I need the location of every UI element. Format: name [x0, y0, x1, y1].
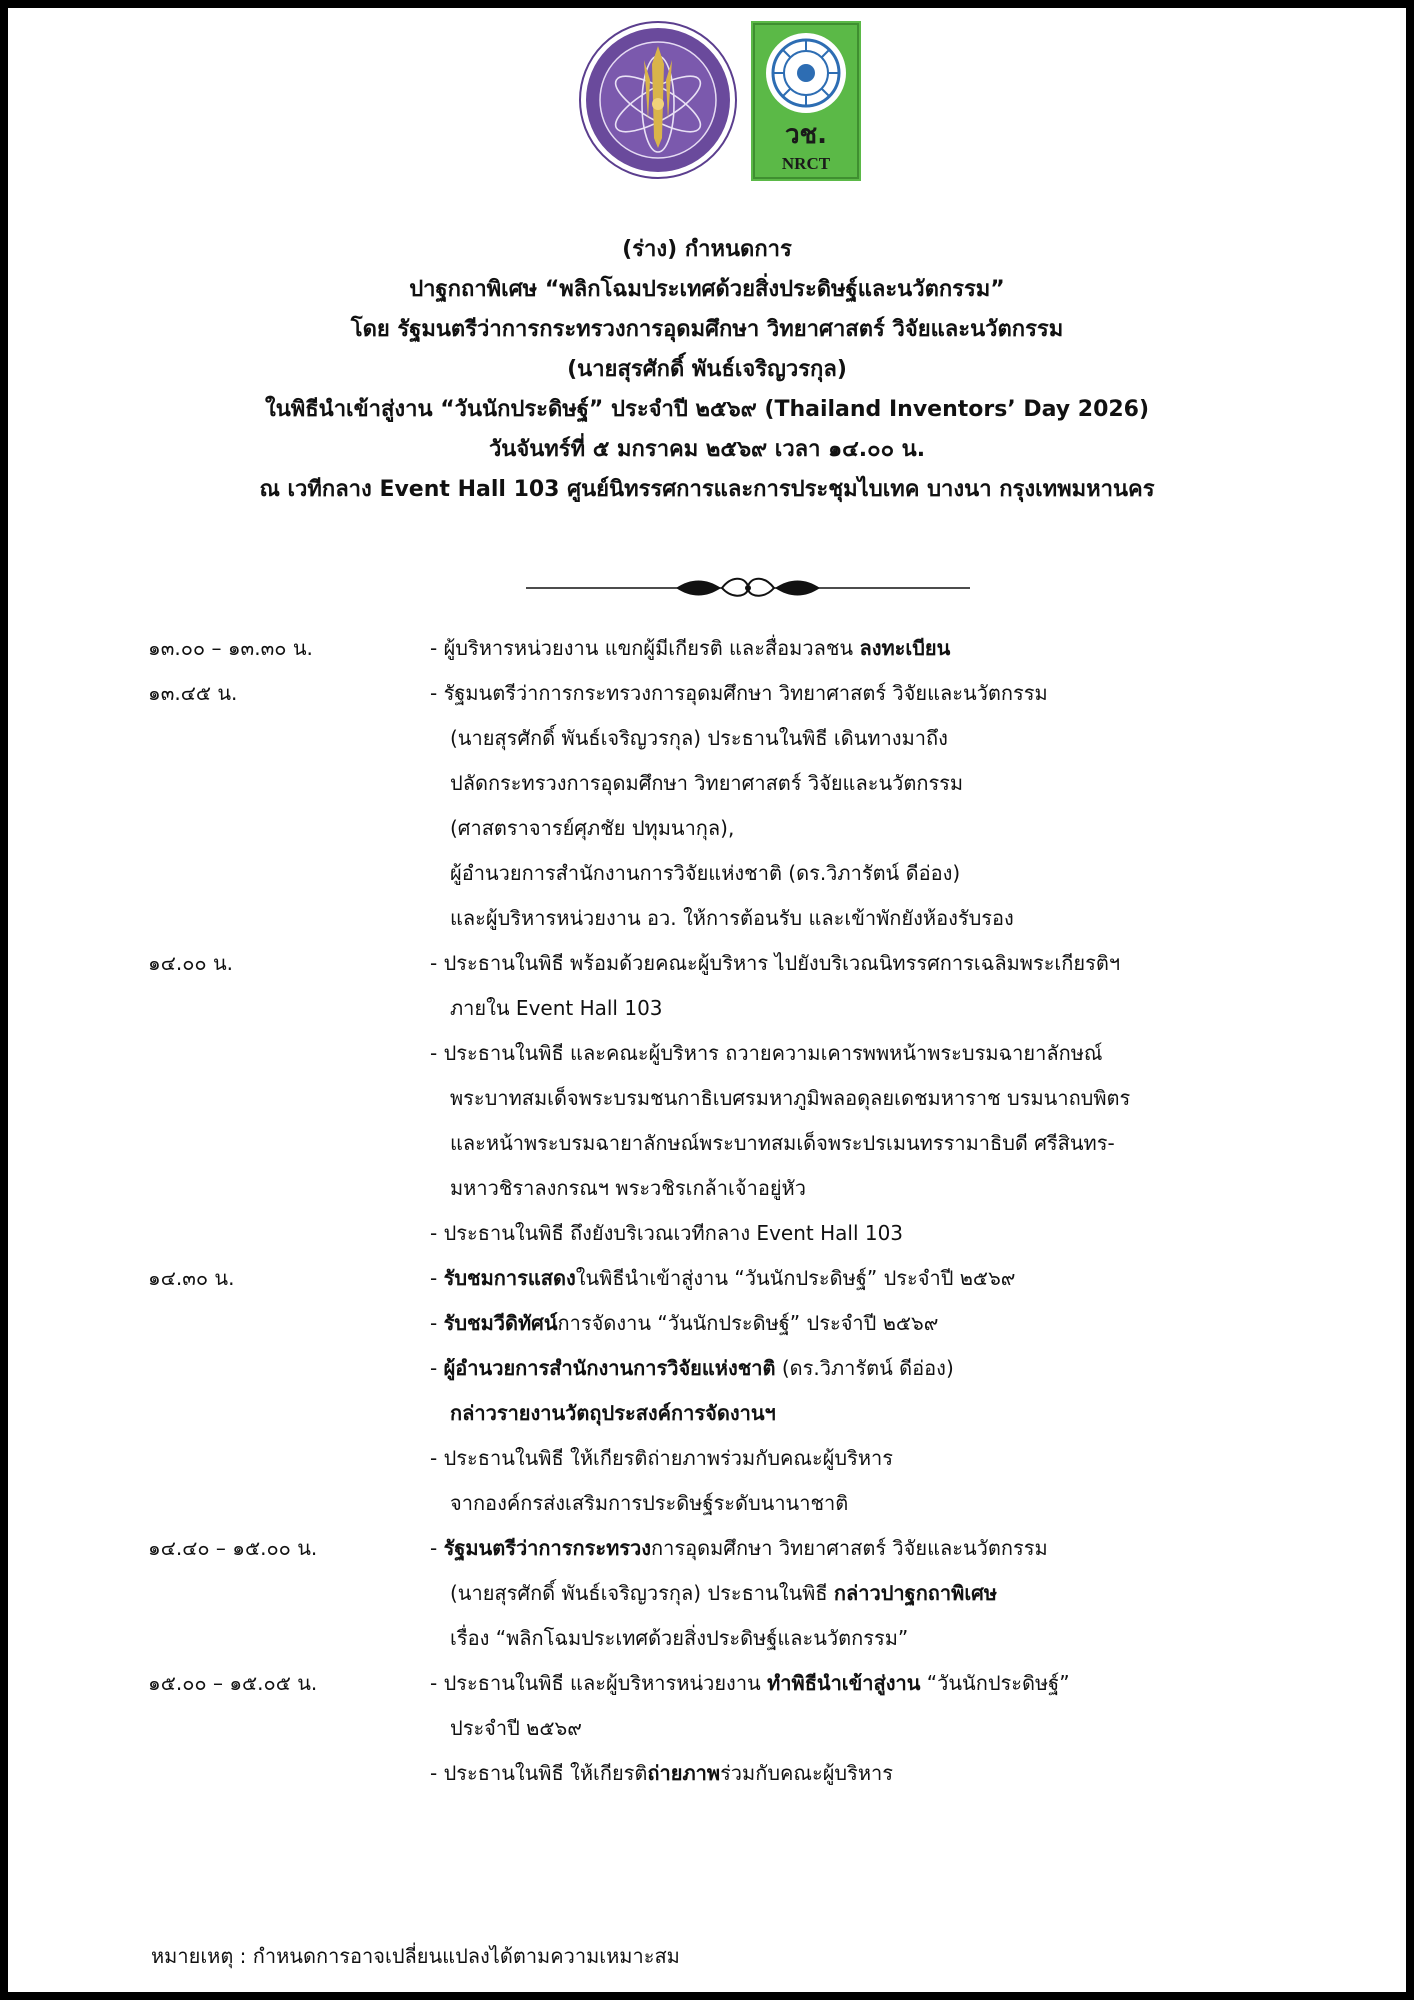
schedule-row	[8, 671, 1406, 941]
schedule-text: - ผู้บริหารหน่วยงาน แขกผู้มีเกียรติ และสื่อมวลชน	[430, 636, 860, 660]
schedule-item	[430, 671, 1406, 941]
schedule-text: - ประธานในพิธี และผู้บริหารหน่วยงาน	[430, 1671, 768, 1695]
nrct-logo	[751, 21, 861, 181]
schedule-text: - รัฐมนตรีว่าการกระทรวงการอุดมศึกษา วิทยาศาสตร์ วิจัยและนวัตกรรม	[430, 681, 1048, 705]
header-speaker: โดย รัฐมนตรีว่าการกระทรวงการอุดมศึกษา วิทยาศาสตร์ วิจัยและนวัตกรรม	[350, 317, 1064, 342]
schedule-text-bold: ผู้อำนวยการสำนักงานการวิจัยแห่งชาติ	[443, 1356, 776, 1380]
schedule-text: (นายสุรศักดิ์ พันธ์เจริญวรกุล) ประธานในพิธี เดินทางมาถึง	[450, 726, 948, 750]
schedule-text-bold: กล่าวรายงานวัตถุประสงค์การจัดงานฯ	[450, 1401, 776, 1425]
schedule-text: มหาวชิราลงกรณฯ พระวชิรเกล้าเจ้าอยู่หัว	[450, 1176, 806, 1200]
schedule-time: ๑๓.๐๐ – ๑๓.๓๐ น.	[148, 636, 313, 660]
schedule-text: - ประธานในพิธี ให้เกียรติ	[430, 1761, 648, 1785]
schedule-text: ภายใน Event Hall 103	[450, 996, 663, 1020]
schedule-text-bold: รับชมการแสดง	[443, 1266, 576, 1290]
nrct-thai-text: วช.	[784, 120, 828, 150]
document-page	[8, 8, 1406, 1992]
header-draft-title: (ร่าง) กำหนดการ	[622, 237, 792, 262]
schedule-text: - ประธานในพิธี พร้อมด้วยคณะผู้บริหาร ไปยังบริเวณนิทรรศการเฉลิมพระเกียรติฯ	[430, 951, 1121, 975]
schedule-item	[430, 1661, 1406, 1796]
schedule-item: - รับชมการแสดงในพิธีนำเข้าสู่งาน “วันนักประดิษฐ์” ประจำปี ๒๕๖๙ - รับชมวีดิทัศน์การจัดงาน “วันนักประดิษฐ์” ประจำปี ๒๕๖๙ - ผู้อำนวยการสำนักงานการวิจัยแห่งชาติ (ดร.วิภารัตน์ ดีอ่อง) กล่าวรายงานวัตถุประสงค์การจัดงานฯ - ประธานในพิธี ให้เกียรติถ่ายภาพร่วมกับคณะผู้บริหาร จากองค์กรส่งเสริมการประดิษฐ์ระดับนานาชาติ	[430, 1256, 1406, 1526]
schedule-text: “วันนักประดิษฐ์”	[920, 1671, 1070, 1695]
schedule-text-bold: รับชมวีดิทัศน์	[443, 1311, 558, 1335]
header-event: ในพิธีนำเข้าสู่งาน “วันนักประดิษฐ์” ประจำปี ๒๕๖๙ (Thailand Inventors’ Day 2026)	[264, 397, 1150, 422]
schedule-text: และหน้าพระบรมฉายาลักษณ์พระบาทสมเด็จพระปรเมนทรรามาธิบดี ศรีสินทร-	[450, 1131, 1115, 1155]
schedule-text-bold: ลงทะเบียน	[859, 636, 951, 660]
ministry-seal-logo	[578, 20, 738, 180]
schedule-time: ๑๕.๐๐ – ๑๕.๐๕ น.	[148, 1671, 318, 1695]
schedule-time: ๑๓.๔๕ น.	[148, 681, 238, 705]
schedule-text: ประจำปี ๒๕๖๙	[450, 1716, 582, 1740]
schedule-row	[8, 1526, 1406, 1661]
schedule-text-bold: ถ่ายภาพ	[647, 1761, 721, 1785]
schedule-text: เรื่อง “พลิกโฉมประเทศด้วยสิ่งประดิษฐ์และนวัตกรรม”	[450, 1626, 909, 1650]
schedule-text: ร่วมกับคณะผู้บริหาร	[720, 1761, 894, 1785]
header-venue: ณ เวทีกลาง Event Hall 103 ศูนย์นิทรรศการและการประชุมไบเทค บางนา กรุงเทพมหานคร	[259, 477, 1155, 502]
schedule-text: (ดร.วิภารัตน์ ดีอ่อง)	[775, 1356, 954, 1380]
schedule-row	[8, 1256, 1406, 1526]
schedule-item: - รัฐมนตรีว่าการกระทรวงการอุดมศึกษา วิทยาศาสตร์ วิจัยและนวัตกรรม (นายสุรศักดิ์ พันธ์เจริญวรกุล) ประธานในพิธี กล่าวปาฐกถาพิเศษ เรื่อง “พลิกโฉมประเทศด้วยสิ่งประดิษฐ์และนวัตกรรม”	[430, 1526, 1406, 1661]
schedule-text: - ประธานในพิธี ให้เกียรติถ่ายภาพร่วมกับคณะผู้บริหาร	[430, 1446, 893, 1470]
document-header	[8, 230, 1406, 510]
schedule-text: การจัดงาน “วันนักประดิษฐ์” ประจำปี ๒๕๖๙	[557, 1311, 939, 1335]
schedule-text: (นายสุรศักดิ์ พันธ์เจริญวรกุล) ประธานในพิธี	[450, 1581, 834, 1605]
schedule-text: การอุดมศึกษา วิทยาศาสตร์ วิจัยและนวัตกรรม	[651, 1536, 1048, 1560]
schedule-time: ๑๔.๓๐ น.	[148, 1266, 235, 1290]
schedule-row	[8, 941, 1406, 1256]
header-speaker-name: (นายสุรศักดิ์ พันธ์เจริญวรกุล)	[567, 357, 847, 382]
schedule-text: - ประธานในพิธี และคณะผู้บริหาร ถวายความเคารพพหน้าพระบรมฉายาลักษณ์	[430, 1041, 1103, 1065]
schedule-text: (ศาสตราจารย์ศุภชัย ปทุมนากุล),	[450, 816, 735, 840]
schedule	[8, 626, 1406, 1796]
schedule-row	[8, 626, 1406, 671]
remark-note: หมายเหตุ : กำหนดการอาจเปลี่ยนแปลงได้ตามความเหมาะสม	[151, 1944, 680, 1968]
schedule-text: ผู้อำนวยการสำนักงานการวิจัยแห่งชาติ (ดร.วิภารัตน์ ดีอ่อง)	[450, 861, 961, 885]
schedule-text-bold: กล่าวปาฐกถาพิเศษ	[833, 1581, 998, 1605]
schedule-item	[430, 941, 1406, 1256]
schedule-text: และผู้บริหารหน่วยงาน อว. ให้การต้อนรับ และเข้าพักยังห้องรับรอง	[450, 906, 1014, 930]
schedule-text-bold: รัฐมนตรีว่าการกระทรวง	[443, 1536, 651, 1560]
header-date: วันจันทร์ที่ ๕ มกราคม ๒๕๖๙ เวลา ๑๔.๐๐ น.	[488, 437, 926, 462]
schedule-time: ๑๔.๐๐ น.	[148, 951, 233, 975]
ornament-divider	[526, 572, 970, 602]
schedule-text: ในพิธีนำเข้าสู่งาน “วันนักประดิษฐ์” ประจำปี ๒๕๖๙	[575, 1266, 1016, 1290]
schedule-text: - ประธานในพิธี ถึงยังบริเวณเวทีกลาง Event Hall 103	[430, 1221, 904, 1245]
header-lecture-title: ปาฐกถาพิเศษ “พลิกโฉมประเทศด้วยสิ่งประดิษฐ์และนวัตกรรม”	[409, 277, 1005, 302]
schedule-time: ๑๔.๔๐ – ๑๕.๐๐ น.	[148, 1536, 318, 1560]
schedule-text: จากองค์กรส่งเสริมการประดิษฐ์ระดับนานาชาติ	[450, 1491, 849, 1515]
schedule-text: ปลัดกระทรวงการอุดมศึกษา วิทยาศาสตร์ วิจัยและนวัตกรรม	[450, 771, 964, 795]
schedule-row	[8, 1661, 1406, 1796]
schedule-text: พระบาทสมเด็จพระบรมชนกาธิเบศรมหาภูมิพลอดุลยเดชมหาราช บรมนาถบพิตร	[450, 1086, 1131, 1110]
nrct-english-text: NRCT	[781, 154, 831, 173]
logo-bar	[8, 14, 1406, 184]
schedule-item	[430, 626, 1406, 671]
schedule-text-bold: ทำพิธีนำเข้าสู่งาน	[767, 1671, 921, 1695]
